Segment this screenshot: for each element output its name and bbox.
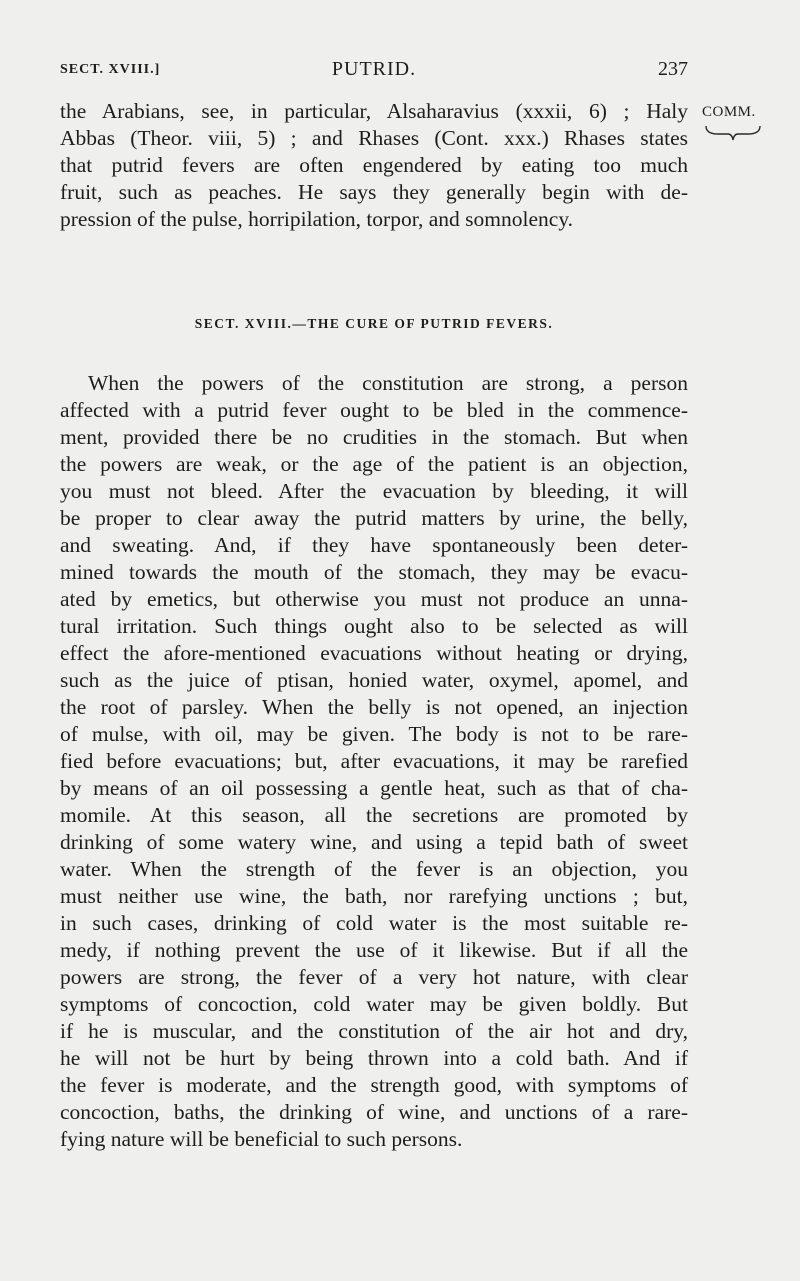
body-paragraph <box>60 370 688 1153</box>
running-head-section: SECT. XVIII.] <box>60 62 161 77</box>
text-line: medy, if nothing prevent the use of it likewise. But if all the <box>60 938 688 962</box>
brace-icon <box>704 124 762 144</box>
text-line: ment, provided there be no crudities in the stomach. But when <box>60 425 688 449</box>
text-line: When the powers of the constitution are strong, a person <box>88 371 688 395</box>
margin-note: COMM. <box>702 104 756 120</box>
text-line: the powers are weak, or the age of the patient is an objection, <box>60 452 688 476</box>
text-line: powers are strong, the fever of a very hot nature, with clear <box>60 965 688 989</box>
running-head-title: PUTRID. <box>331 58 417 80</box>
text-line: you must not bleed. After the evacuation by bleeding, it will <box>60 479 688 503</box>
text-line: he will not be hurt by being thrown into a cold bath. And if <box>60 1046 688 1070</box>
text-line: water. When the strength of the fever is an objection, you <box>60 857 688 881</box>
running-head <box>60 58 688 84</box>
text-line: ated by emetics, but otherwise you must not produce an unna- <box>60 587 688 611</box>
text-line: by means of an oil possessing a gentle heat, such as that of cha- <box>60 776 688 800</box>
text-line: pression of the pulse, horripilation, torpor, and somnolency. <box>60 207 574 231</box>
text-line: Abbas (Theor. viii, 5) ; and Rhases (Cont. xxx.) Rhases states <box>60 126 688 150</box>
text-line: if he is muscular, and the constitution of the air hot and dry, <box>60 1019 688 1043</box>
text-line: that putrid fevers are often engendered by eating too much <box>60 153 688 177</box>
text-line: concoction, baths, the drinking of wine, and unctions of a rare- <box>60 1100 688 1124</box>
text-line: tural irritation. Such things ought also to be selected as will <box>60 614 688 638</box>
text-line: fied before evacuations; but, after evacuations, it may be rarefied <box>60 749 688 773</box>
text-line: of mulse, with oil, may be given. The body is not to be rare- <box>60 722 688 746</box>
page-number: 237 <box>658 58 688 80</box>
text-line: must neither use wine, the bath, nor rarefying unctions ; but, <box>60 884 688 908</box>
text-line: affected with a putrid fever ought to be bled in the commence- <box>60 398 688 422</box>
text-line: the root of parsley. When the belly is not opened, an injection <box>60 695 688 719</box>
text-line: drinking of some watery wine, and using a tepid bath of sweet <box>60 830 688 854</box>
text-line: such as the juice of ptisan, honied water, oxymel, apomel, and <box>60 668 688 692</box>
text-line: the Arabians, see, in particular, Alsaharavius (xxxii, 6) ; Haly <box>60 99 688 123</box>
text-line: fying nature will be beneficial to such persons. <box>60 1127 463 1151</box>
text-line: the fever is moderate, and the strength good, with symptoms of <box>60 1073 688 1097</box>
section-heading: SECT. XVIII.—THE CURE OF PUTRID FEVERS. <box>194 316 554 331</box>
text-line: effect the afore-mentioned evacuations without heating or drying, <box>60 641 688 665</box>
text-line: in such cases, drinking of cold water is the most suitable re- <box>60 911 688 935</box>
text-line: and sweating. And, if they have spontaneously been deter- <box>60 533 688 557</box>
text-line: symptoms of concoction, cold water may be given boldly. But <box>60 992 688 1016</box>
text-line: be proper to clear away the putrid matters by urine, the belly, <box>60 506 688 530</box>
text-line: momile. At this season, all the secretions are promoted by <box>60 803 688 827</box>
text-line: mined towards the mouth of the stomach, they may be evacu- <box>60 560 688 584</box>
text-line: fruit, such as peaches. He says they generally begin with de- <box>60 180 688 204</box>
commentary-paragraph <box>60 98 688 233</box>
